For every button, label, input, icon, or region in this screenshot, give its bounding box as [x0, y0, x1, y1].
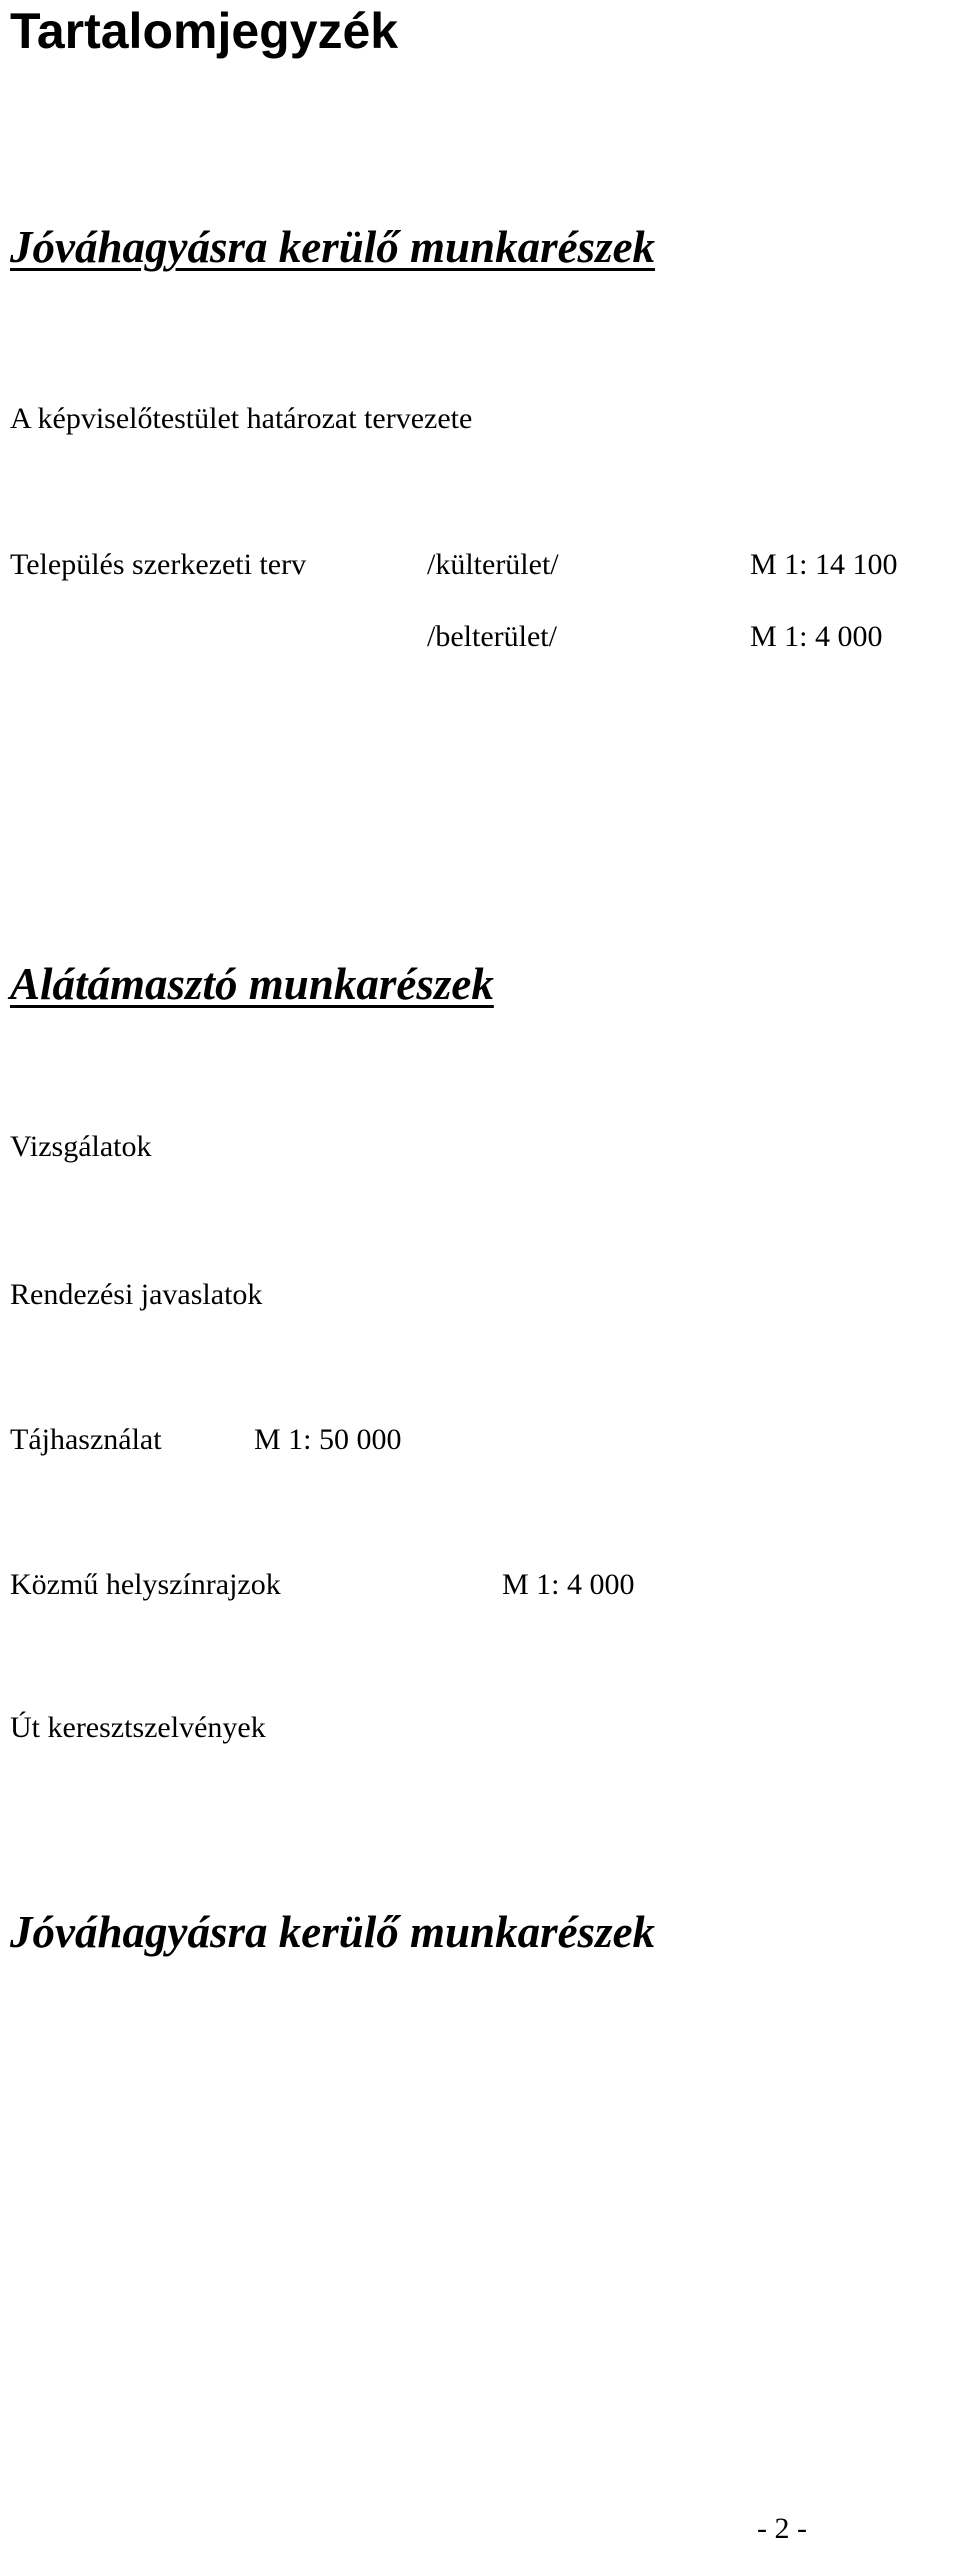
utility-plans-scale: M 1: 4 000 — [502, 1568, 635, 1601]
land-use-scale: M 1: 50 000 — [254, 1423, 402, 1456]
structure-plan-area-inner: /belterület/ — [427, 620, 557, 653]
proposals-item: Rendezési javaslatok — [10, 1278, 263, 1311]
structure-plan-scale-outer: M 1: 14 100 — [750, 548, 898, 581]
structure-plan-area-outer: /külterület/ — [427, 548, 559, 581]
section-heading-approved: Jóváhagyásra kerülő munkarészek — [10, 222, 656, 272]
section-heading-approved-repeat: Jóváhagyásra kerülő munkarészek — [10, 1907, 656, 1957]
road-cross-sections-item: Út keresztszelvények — [10, 1711, 266, 1744]
structure-plan-scale-inner: M 1: 4 000 — [750, 620, 883, 653]
section-heading-supporting: Alátámasztó munkarészek — [10, 959, 494, 1009]
structure-plan-label: Település szerkezeti terv — [10, 548, 307, 581]
utility-plans-label: Közmű helyszínrajzok — [10, 1568, 281, 1601]
land-use-label: Tájhasználat — [10, 1423, 162, 1456]
page-number: - 2 - — [757, 2512, 807, 2545]
surveys-item: Vizsgálatok — [10, 1130, 152, 1163]
resolution-draft-item: A képviselőtestület határozat tervezete — [10, 402, 473, 435]
page-title: Tartalomjegyzék — [10, 3, 399, 59]
